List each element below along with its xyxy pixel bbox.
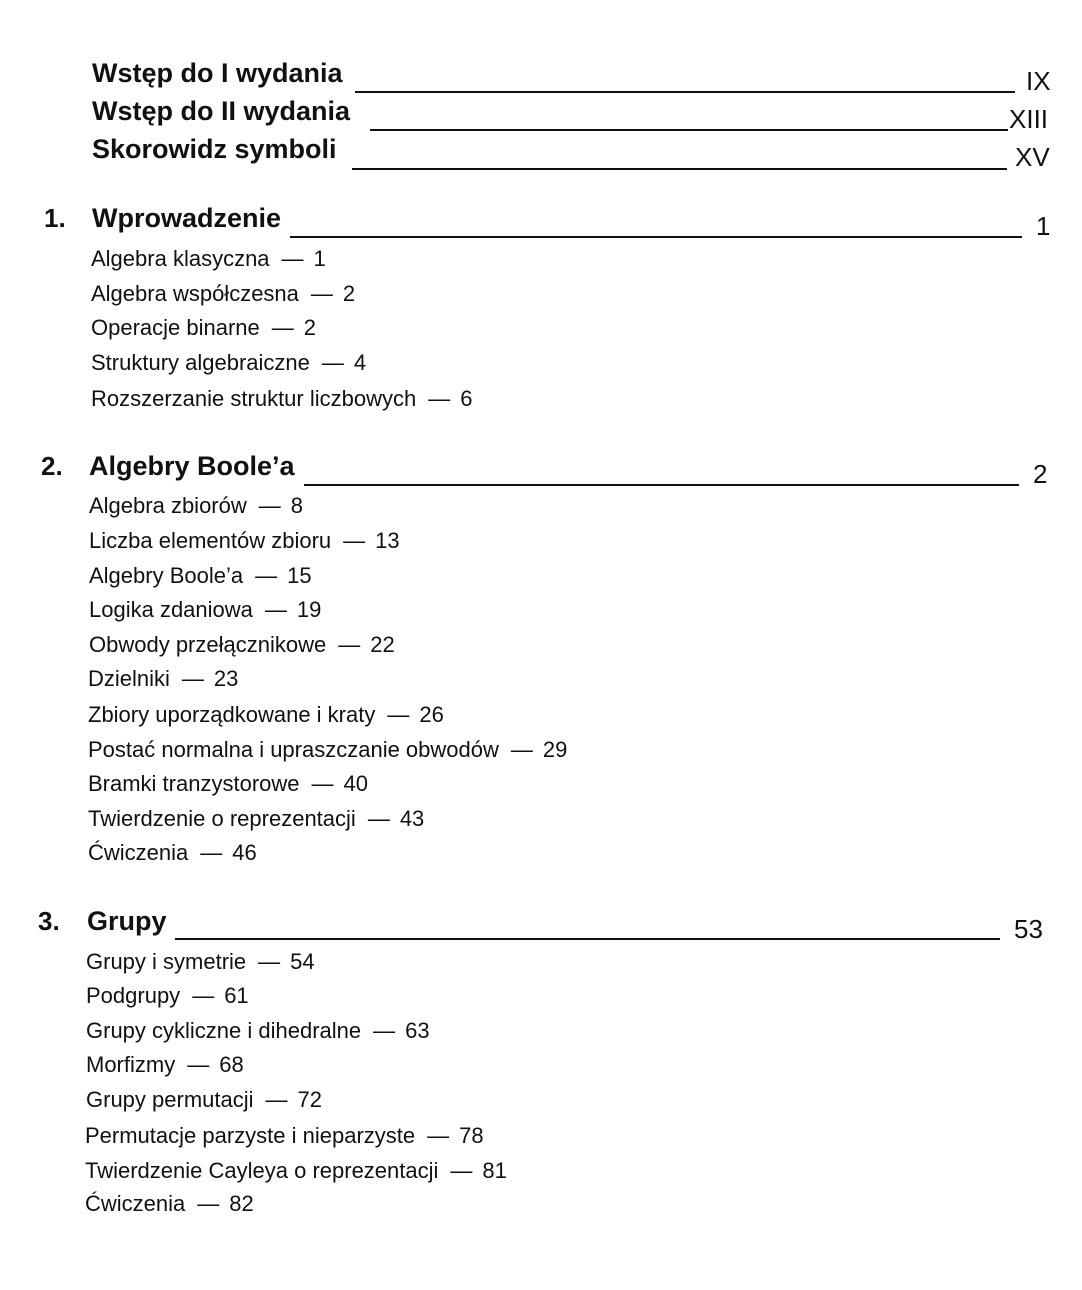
dash-separator: — [187,1052,210,1077]
dash-separator: — [338,632,361,657]
section-title: Liczba elementów zbioru [89,528,332,553]
toc-entry-title[interactable]: Wstęp do I wydania [92,58,343,88]
section-title: Operacje binarne [91,315,260,340]
section-entry[interactable] [89,599,321,621]
chapter-number: 2. [41,451,63,481]
dash-separator: — [311,771,334,796]
section-entry[interactable] [88,668,238,690]
section-page: 54 [290,949,315,974]
section-entry[interactable] [88,739,567,761]
toc-entry-page[interactable]: XIII [1009,104,1049,134]
dash-separator: — [367,806,390,831]
dash-separator: — [197,1191,220,1216]
section-entry[interactable] [86,1020,430,1042]
dash-separator: — [258,949,281,974]
dash-separator: — [310,281,333,306]
dash-separator: — [181,666,204,691]
section-title: Algebra klasyczna [91,246,270,271]
dash-separator: — [343,528,366,553]
section-title: Obwody przełącznikowe [89,632,327,657]
section-page: 4 [353,350,367,375]
section-entry[interactable] [91,388,472,410]
section-title: Grupy permutacji [86,1087,254,1112]
section-entry[interactable] [88,808,424,830]
chapter-title[interactable]: Algebry Boole’a [89,451,295,481]
section-entry[interactable] [86,1054,244,1076]
section-entry[interactable] [89,530,400,552]
dash-separator: — [265,1087,288,1112]
section-page: 40 [343,771,368,796]
leader-rule [352,168,1007,170]
toc-entry-page[interactable]: IX [1026,66,1051,96]
dash-separator: — [373,1018,396,1043]
section-page: 13 [375,528,400,553]
section-title: Rozszerzanie struktur liczbowych [91,386,417,411]
section-entry[interactable] [88,704,444,726]
section-entry[interactable] [89,634,395,656]
leader-rule [355,91,1015,93]
section-page: 6 [460,386,473,411]
leader-rule [304,484,1019,486]
section-title: Grupy cykliczne i dihedralne [86,1018,362,1043]
dash-separator: — [271,315,294,340]
chapter-page[interactable]: 1 [1036,211,1051,241]
toc-entry-title[interactable]: Wstęp do II wydania [92,96,351,126]
dash-separator: — [428,386,451,411]
leader-rule [175,938,1000,940]
section-title: Logika zdaniowa [89,597,253,622]
section-title: Bramki tranzystorowe [88,771,300,796]
section-page: 81 [482,1158,507,1183]
section-title: Podgrupy [86,983,181,1008]
section-page: 26 [419,702,444,727]
dash-separator: — [264,597,287,622]
chapter-number: 3. [38,906,60,936]
section-entry[interactable] [91,248,326,270]
section-title: Morfizmy [86,1052,176,1077]
section-title: Zbiory uporządkowane i kraty [88,702,376,727]
section-page: 29 [542,737,568,762]
section-page: 8 [290,493,303,518]
section-entry[interactable] [91,283,355,305]
section-page: 72 [297,1087,322,1112]
dash-separator: — [510,737,533,762]
dash-separator: — [321,350,344,375]
section-title: Algebra zbiorów [89,493,247,518]
chapter-title[interactable]: Grupy [87,906,167,936]
section-page: 43 [399,806,425,831]
section-entry[interactable] [85,1160,507,1182]
dash-separator: — [427,1123,450,1148]
leader-rule [370,129,1008,131]
section-page: 82 [229,1191,254,1216]
section-entry[interactable] [86,951,315,973]
section-title: Ćwiczenia [88,840,189,865]
leader-rule [290,236,1022,238]
section-title: Algebra współczesna [91,281,299,306]
section-title: Struktury algebraiczne [91,350,310,375]
section-title: Postać normalna i upraszczanie obwodów [88,737,499,762]
section-page: 2 [342,281,356,306]
section-page: 15 [287,563,312,588]
section-title: Twierdzenie Cayleya o reprezentacji [85,1158,439,1183]
dash-separator: — [200,840,223,865]
chapter-title[interactable]: Wprowadzenie [92,203,282,233]
section-entry[interactable] [85,1193,254,1215]
section-page: 22 [370,632,395,657]
section-entry[interactable] [86,985,249,1007]
section-page: 61 [224,983,249,1008]
section-title: Twierdzenie o reprezentacji [88,806,356,831]
section-page: 68 [219,1052,244,1077]
dash-separator: — [281,246,304,271]
section-page: 2 [303,315,317,340]
section-entry[interactable] [88,773,368,795]
section-entry[interactable] [89,495,303,517]
section-entry[interactable] [89,565,312,587]
dash-separator: — [258,493,281,518]
dash-separator: — [450,1158,473,1183]
toc-entry-title[interactable]: Skorowidz symboli [92,134,337,164]
section-title: Grupy i symetrie [86,949,247,974]
section-page: 1 [313,246,326,271]
section-title: Permutacje parzyste i nieparzyste [85,1123,416,1148]
section-entry[interactable] [91,352,366,374]
dash-separator: — [255,563,278,588]
section-page: 63 [405,1018,430,1043]
section-title: Algebry Boole’a [89,563,244,588]
chapter-page[interactable]: 2 [1033,459,1048,489]
section-entry[interactable] [88,842,257,864]
chapter-number: 1. [44,203,66,233]
dash-separator: — [192,983,215,1008]
section-title: Ćwiczenia [85,1191,186,1216]
section-entry[interactable] [86,1089,322,1111]
section-entry[interactable] [85,1125,484,1147]
section-page: 46 [232,840,257,865]
toc-entry-page[interactable]: XV [1015,142,1050,172]
chapter-page[interactable]: 53 [1014,914,1043,944]
section-entry[interactable] [91,317,316,339]
dash-separator: — [387,702,410,727]
section-page: 19 [296,597,322,622]
section-title: Dzielniki [88,666,170,691]
section-page: 23 [213,666,239,691]
section-page: 78 [459,1123,484,1148]
